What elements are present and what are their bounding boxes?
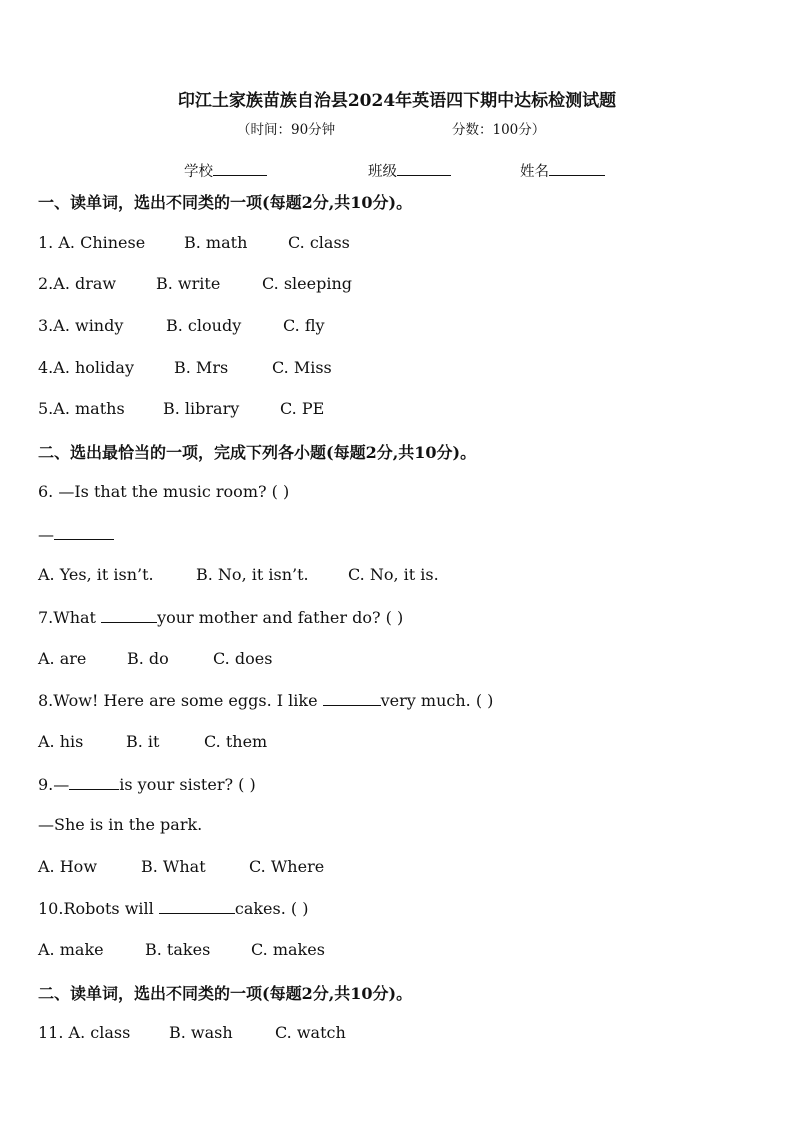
q11-option-a: 11. A. class [38, 1023, 131, 1042]
q8-option-b: B. it [126, 732, 160, 751]
q10-text-start: 10.Robots will [38, 899, 159, 918]
q8-option-a: A. his [38, 732, 84, 751]
q6-blank[interactable] [54, 524, 114, 540]
q8-option-c: C. them [204, 732, 268, 751]
q6-option-a: A. Yes, it isn’t. [38, 565, 154, 584]
q7-option-b: B. do [127, 649, 169, 668]
exam-time: （时间：90分钟 [237, 122, 336, 138]
q9-option-b: B. What [141, 857, 206, 876]
q11-option-c: C. watch [275, 1023, 346, 1042]
q4-option-b: B. Mrs [174, 358, 229, 377]
q9-text-end: is your sister? ( ) [119, 775, 256, 794]
q7-stem [38, 607, 403, 627]
q1-option-a: 1. A. Chinese [38, 233, 146, 252]
q4-option-c: C. Miss [272, 358, 332, 377]
name-label: 姓名 [520, 164, 549, 180]
q9-option-a: A. How [38, 857, 98, 876]
q10-text-end: cakes. ( ) [234, 899, 309, 918]
q9-stem [38, 774, 256, 794]
q8-blank[interactable] [323, 690, 381, 706]
class-field[interactable] [368, 160, 451, 181]
q6-stem: 6. —Is that the music room? ( ) [38, 482, 290, 501]
q6-option-b: B. No, it isn’t. [196, 565, 309, 584]
q7-text-end: your mother and father do? ( ) [157, 608, 404, 627]
q5-option-a: 5.A. maths [38, 399, 125, 418]
q8-text-end: very much. ( ) [380, 691, 494, 710]
q10-option-b: B. takes [145, 940, 211, 959]
q2-option-b: B. write [156, 274, 221, 293]
q7-option-c: C. does [213, 649, 273, 668]
q10-blank[interactable] [159, 898, 235, 914]
q10-option-a: A. make [38, 940, 104, 959]
school-blank[interactable] [213, 160, 267, 176]
q7-text-start: 7.What [38, 608, 102, 627]
name-blank[interactable] [549, 160, 605, 176]
section-heading: 一、读单词，选出不同类的一项(每题2分,共10分)。 [38, 193, 413, 212]
q10-option-c: C. makes [251, 940, 325, 959]
q6-option-c: C. No, it is. [348, 565, 439, 584]
q11-option-b: B. wash [169, 1023, 233, 1042]
q1-option-c: C. class [288, 233, 350, 252]
class-label: 班级 [368, 164, 397, 180]
q1-option-b: B. math [184, 233, 248, 252]
q9-option-c: C. Where [249, 857, 325, 876]
q2-option-c: C. sleeping [262, 274, 353, 293]
q6-dash: — [38, 525, 54, 544]
q3-option-a: 3.A. windy [38, 316, 124, 335]
q8-text-start: 8.Wow! Here are some eggs. I like [38, 691, 323, 710]
q10-stem [38, 898, 308, 918]
q5-option-c: C. PE [280, 399, 325, 418]
exam-score: 分数：100分） [452, 122, 546, 138]
q8-stem [38, 690, 493, 710]
q6-answer-line [38, 524, 114, 544]
q9-reply: —She is in the park. [38, 815, 203, 834]
q5-option-b: B. library [163, 399, 240, 418]
q3-option-b: B. cloudy [166, 316, 242, 335]
q9-blank[interactable] [69, 774, 119, 790]
q3-option-c: C. fly [283, 316, 325, 335]
school-field[interactable] [184, 160, 267, 181]
section-heading: 二、选出最恰当的一项，完成下列各小题(每题2分,共10分)。 [38, 443, 477, 462]
name-field[interactable] [520, 160, 605, 181]
q2-option-a: 2.A. draw [38, 274, 117, 293]
page-title: 印江土家族苗族自治县2024年英语四下期中达标检测试题 [177, 91, 617, 111]
school-label: 学校 [184, 164, 213, 180]
section-heading: 二、读单词，选出不同类的一项(每题2分,共10分)。 [38, 984, 413, 1003]
q4-option-a: 4.A. holiday [38, 358, 134, 377]
q9-text-start: 9.— [38, 775, 70, 794]
q7-blank[interactable] [101, 607, 157, 623]
q7-option-a: A. are [38, 649, 87, 668]
class-blank[interactable] [397, 160, 451, 176]
question-1 [38, 233, 145, 252]
